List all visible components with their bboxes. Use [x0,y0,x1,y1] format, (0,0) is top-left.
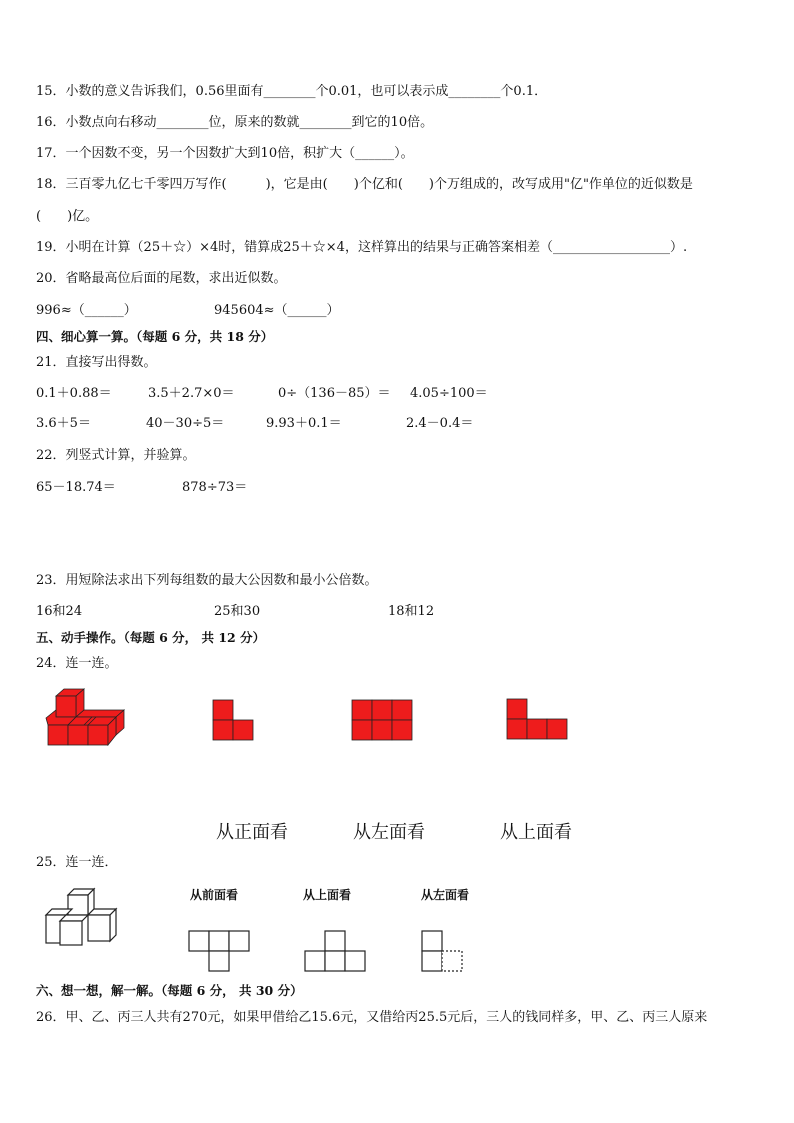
q22-item-2: 878÷73＝ [182,480,248,495]
question-19: 19．小明在计算（25＋☆）×4时，错算成25＋☆×4，这样算出的结果与正确答案相差（__________________）. [36,240,688,255]
section-4-heading: 四、细心算一算。（每题 6 分，共 18 分） [36,329,274,344]
q24-view-label-top: 从上面看 [500,822,572,843]
q20-item-1: 996≈（______） [36,303,137,318]
q21-r2-c4: 2.4－0.4＝ [406,416,474,431]
question-21: 21．直接写出得数。 [36,355,157,370]
question-16: 16．小数点向右移动________位，原来的数就________到它的10倍。 [36,115,434,130]
q25-label-top: 从上面看 [303,888,352,902]
question-17: 17．一个因数不变，另一个因数扩大到10倍，积扩大（______）。 [36,146,414,161]
q21-r2-c1: 3.6＋5＝ [36,416,91,431]
question-23: 23．用短除法求出下列每组数的最大公因数和最小公倍数。 [36,573,378,588]
q24-view-label-left: 从左面看 [353,822,425,843]
question-18-line2: ( )亿。 [36,209,99,224]
q21-r2-c3: 9.93＋0.1＝ [266,416,342,431]
q24-view-label-front: 从正面看 [216,822,288,843]
q21-r1-c1: 0.1＋0.88＝ [36,386,112,401]
q20-item-2: 945604≈（______） [214,303,340,318]
q25-label-front: 从前面看 [190,888,239,902]
q21-r1-c2: 3.5＋2.7×0＝ [148,386,235,401]
section-6-heading: 六、想一想，解一解。（每题 6 分， 共 30 分） [36,983,303,998]
q24-view-option-1 [212,699,256,743]
q24-view-option-3 [506,698,570,742]
question-22: 22．列竖式计算，并验算。 [36,448,196,463]
q24-view-option-2 [351,699,415,743]
q25-view-option-2 [304,930,368,974]
q21-r1-c3: 0÷（136－85）＝ [278,386,391,401]
question-18-line1: 18．三百零九亿七千零四万写作( )，它是由( )个亿和( )个万组成的，改写成用"亿"作单位的近似数是 [36,177,693,192]
question-26: 26．甲、乙、丙三人共有270元，如果甲借给乙15.6元，又借给丙25.5元后，三人的钱同样多，甲、乙、丙三人原来 [36,1010,708,1025]
question-15: 15．小数的意义告诉我们，0.56里面有________个0.01，也可以表示成________个0.1． [36,84,548,99]
question-25: 25．连一连． [36,855,118,870]
q24-solid-figure [44,688,128,750]
q25-view-option-1 [188,930,252,974]
section-5-heading: 五、动手操作。（每题 6 分， 共 12 分） [36,630,266,645]
q23-item-1: 16和24 [36,604,83,619]
q23-item-2: 25和30 [214,604,261,619]
q21-r1-c4: 4.05÷100＝ [410,386,488,401]
q25-view-option-3 [421,930,465,974]
q25-solid-figure [42,887,128,949]
question-20: 20．省略最高位后面的尾数，求出近似数。 [36,271,287,286]
q25-label-left: 从左面看 [421,888,470,902]
q22-item-1: 65－18.74＝ [36,480,116,495]
q23-item-3: 18和12 [388,604,435,619]
question-24: 24．连一连。 [36,656,118,671]
q21-r2-c2: 40－30÷5＝ [146,416,225,431]
